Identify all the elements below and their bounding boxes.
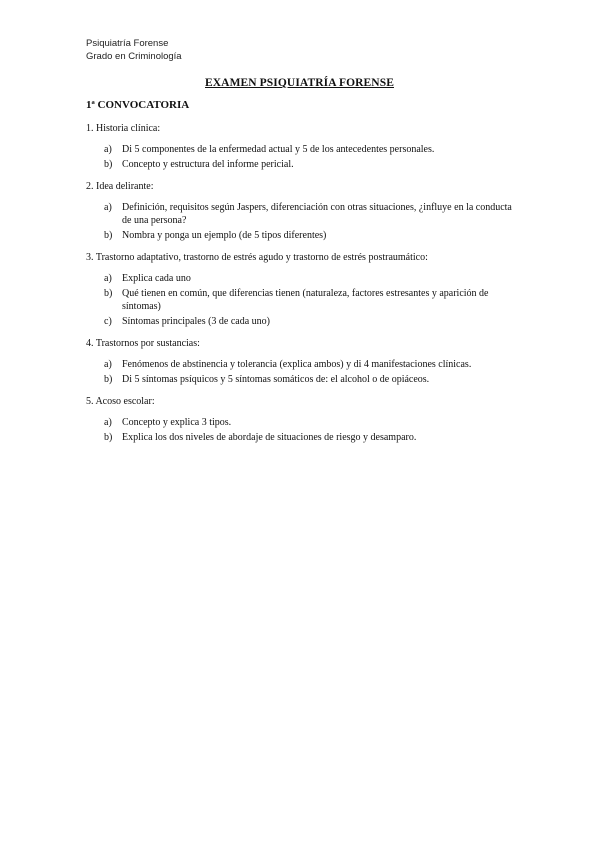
item-text: Di 5 síntomas psíquicos y 5 síntomas somáticos de: el alcohol o de opiáceos.: [122, 374, 430, 385]
convocatoria-heading: 1ª CONVOCATORIA: [86, 99, 190, 111]
item-text: Nombra y ponga un ejemplo (de 5 tipos diferentes): [122, 230, 327, 241]
question-list: [86, 122, 518, 453]
question: [86, 251, 518, 328]
item-letter: a): [104, 144, 112, 155]
item-text: Explica cada uno: [122, 273, 191, 284]
question-title: 1. Historia clínica:: [86, 123, 161, 134]
item-letter: c): [104, 316, 112, 327]
question-item: [104, 143, 518, 156]
question: [86, 337, 518, 386]
question-item: [104, 287, 518, 313]
question-item: [104, 416, 518, 429]
question-item: [104, 158, 518, 171]
item-letter: a): [104, 273, 112, 284]
question-item: [104, 229, 518, 242]
item-letter: a): [104, 359, 112, 370]
question-item: [104, 373, 518, 386]
question-item: [104, 358, 518, 371]
page-header: [86, 37, 182, 63]
item-text: Concepto y explica 3 tipos.: [122, 417, 232, 428]
item-text: Explica los dos niveles de abordaje de situaciones de riesgo y desamparo.: [122, 432, 417, 443]
question-item: [104, 201, 518, 227]
item-letter: a): [104, 202, 112, 213]
item-text: Síntomas principales (3 de cada uno): [122, 316, 271, 327]
item-text: Fenómenos de abstinencia y tolerancia (explica ambos) y di 4 manifestaciones clínicas.: [122, 359, 472, 370]
item-letter: b): [104, 159, 113, 170]
question-title: 5. Acoso escolar:: [86, 396, 155, 407]
question-title: 4. Trastornos por sustancias:: [86, 338, 200, 349]
item-text: Definición, requisitos según Jaspers, diferenciación con otras situaciones, ¿influye en la conducta de una persona?: [122, 202, 512, 226]
item-text: Di 5 componentes de la enfermedad actual y 5 de los antecedentes personales.: [122, 144, 435, 155]
question-title: 2. Idea delirante:: [86, 181, 154, 192]
question-title: 3. Trastorno adaptativo, trastorno de estrés agudo y trastorno de estrés postraumático:: [86, 252, 428, 263]
question: [86, 180, 518, 242]
exam-title: EXAMEN PSIQUIATRÍA FORENSE: [205, 77, 394, 89]
item-text: Qué tienen en común, que diferencias tienen (naturaleza, factores estresantes y aparición de síntomas): [122, 288, 489, 312]
header-course: Psiquiatría Forense: [86, 38, 169, 49]
item-letter: b): [104, 432, 113, 443]
item-letter: b): [104, 230, 113, 241]
question: [86, 122, 518, 171]
question-item: [104, 272, 518, 285]
question-item: [104, 315, 518, 328]
question-item: [104, 431, 518, 444]
question: [86, 395, 518, 444]
item-text: Concepto y estructura del informe pericial.: [122, 159, 294, 170]
item-letter: b): [104, 288, 113, 299]
item-letter: b): [104, 374, 113, 385]
header-degree: Grado en Criminología: [86, 51, 182, 62]
item-letter: a): [104, 417, 112, 428]
